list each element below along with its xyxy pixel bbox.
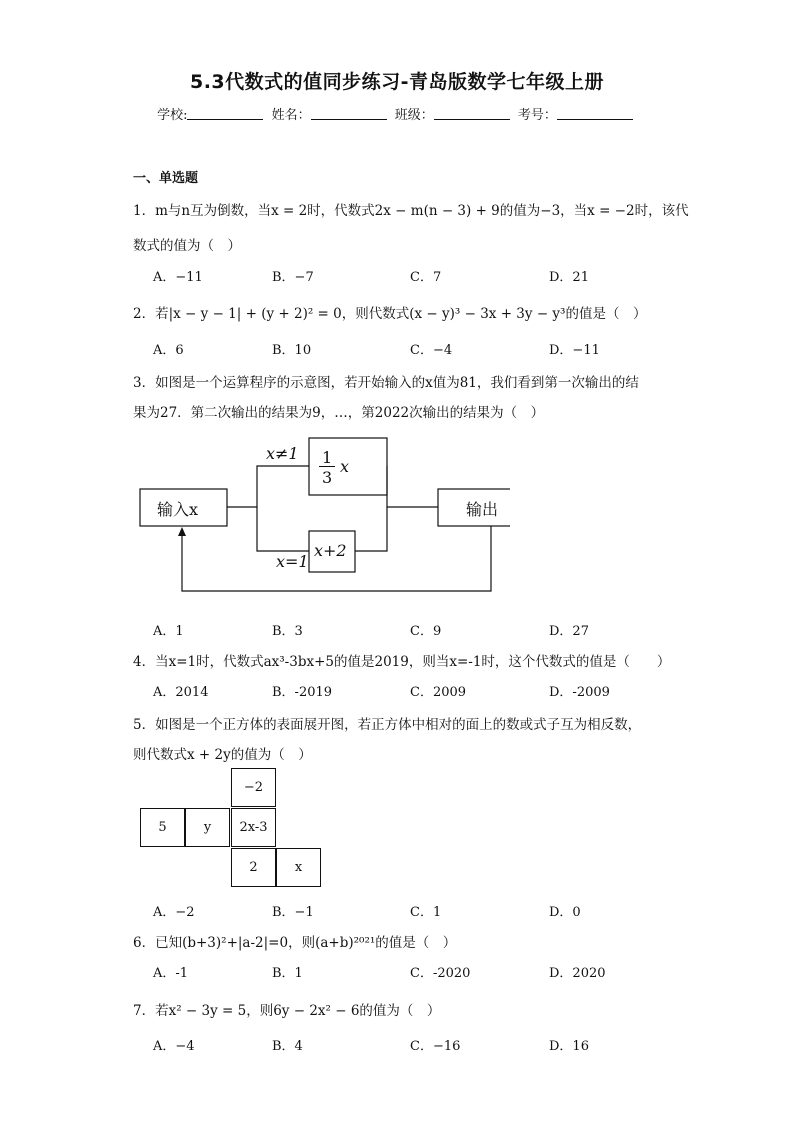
- q7-option-d: D．16: [549, 1039, 589, 1054]
- question-7-line-1: 7．若x² − 3y = 5，则6y − 2x² − 6的值为（ ）: [133, 1003, 441, 1019]
- student-info-line: [0, 104, 794, 123]
- question-5-line-1: 5．如图是一个正方体的表面展开图，若正方体中相对的面上的数或式子互为相反数，: [133, 717, 642, 733]
- number-label: 考号：: [517, 108, 557, 123]
- flow-input-label: 输入x: [157, 500, 199, 519]
- q1-option-d: D．21: [549, 270, 589, 285]
- number-blank: [557, 107, 633, 120]
- q5-option-a: A．−2: [153, 905, 195, 920]
- q7-option-c: C．−16: [410, 1039, 461, 1054]
- net-cell-left: 5: [140, 808, 185, 847]
- q6-option-b: B．1: [272, 966, 303, 981]
- q4-option-a: A．2014: [153, 685, 209, 700]
- q2-option-a: A．6: [153, 343, 184, 358]
- net-cell-center: 2x-3: [231, 808, 276, 847]
- page-title: 5.3代数式的值同步练习-青岛版数学七年级上册: [189, 71, 605, 93]
- q7-option-b: B．4: [272, 1039, 303, 1054]
- q7-option-a: A．−4: [153, 1039, 195, 1054]
- q4-option-d: D．-2009: [549, 685, 610, 700]
- frac-numerator: 1: [322, 448, 333, 467]
- q5-option-c: C．1: [410, 905, 442, 920]
- q1-option-a: A．−11: [153, 270, 203, 285]
- frac-bar: [319, 466, 335, 467]
- question-1-line-2: 数式的值为（ ）: [133, 238, 241, 254]
- net-cell-top: −2: [231, 768, 276, 807]
- section-heading: 一、单选题: [133, 171, 199, 186]
- q2-option-b: B．10: [272, 343, 312, 358]
- net-cell-x: x: [276, 848, 321, 887]
- question-6-line-1: 6．已知(b+3)²+|a-2|=0，则(a+b)²⁰²¹的值是（ ）: [133, 935, 457, 951]
- frac-denominator: 3: [322, 468, 333, 487]
- q6-option-c: C．-2020: [410, 966, 471, 981]
- q1-option-b: B．−7: [272, 270, 314, 285]
- class-blank: [434, 107, 510, 120]
- feedback-arrowhead: [178, 527, 186, 536]
- flow-add-op: x+2: [314, 541, 347, 560]
- q6-option-d: D．2020: [549, 966, 606, 981]
- q3-option-a: A．1: [153, 624, 184, 639]
- q1-option-c: C．7: [410, 270, 442, 285]
- net-cell-bottom: 2: [231, 848, 276, 887]
- q4-option-b: B．-2019: [272, 685, 333, 700]
- q2-option-c: C．−4: [410, 343, 453, 358]
- question-3-line-2: 果为27．第二次输出的结果为9，…，第2022次输出的结果为（ ）: [133, 405, 545, 421]
- flow-condition-top: x≠1: [266, 444, 299, 463]
- name-label: 姓名：: [271, 108, 311, 123]
- q2-option-d: D．−11: [549, 343, 600, 358]
- school-label: 学校:: [157, 108, 188, 123]
- net-cell-y: y: [185, 808, 230, 847]
- question-1-line-1: 1．m与n互为倒数，当x = 2时，代数式2x − m(n − 3) + 9的值为−3，当x = −2时，该代: [133, 203, 689, 219]
- frac-variable: x: [340, 457, 350, 476]
- q3-option-b: B．3: [272, 624, 303, 639]
- question-4-line-1: 4．当x=1时，代数式ax³-3bx+5的值是2019，则当x=-1时，这个代数式的值是（ ）: [133, 654, 671, 670]
- name-blank: [311, 107, 387, 120]
- q3-option-c: C．9: [410, 624, 442, 639]
- flow-output-label: 输出: [466, 500, 499, 519]
- question-5-line-2: 则代数式x + 2y的值为（ ）: [133, 747, 312, 763]
- class-label: 班级：: [394, 108, 434, 123]
- question-3-line-1: 3．如图是一个运算程序的示意图，若开始输入的x值为81，我们看到第一次输出的结: [133, 375, 639, 391]
- q4-option-c: C．2009: [410, 685, 467, 700]
- q5-option-b: B．−1: [272, 905, 314, 920]
- q6-option-a: A．-1: [153, 966, 189, 981]
- flow-condition-bottom: x=1: [276, 552, 309, 571]
- question-2-line-1: 2．若|x − y − 1| + (y + 2)² = 0，则代数式(x − y)³ − 3x + 3y − y³的值是（ ）: [133, 306, 647, 322]
- q3-option-d: D．27: [549, 624, 589, 639]
- school-blank: [187, 107, 263, 120]
- q5-option-d: D．0: [549, 905, 581, 920]
